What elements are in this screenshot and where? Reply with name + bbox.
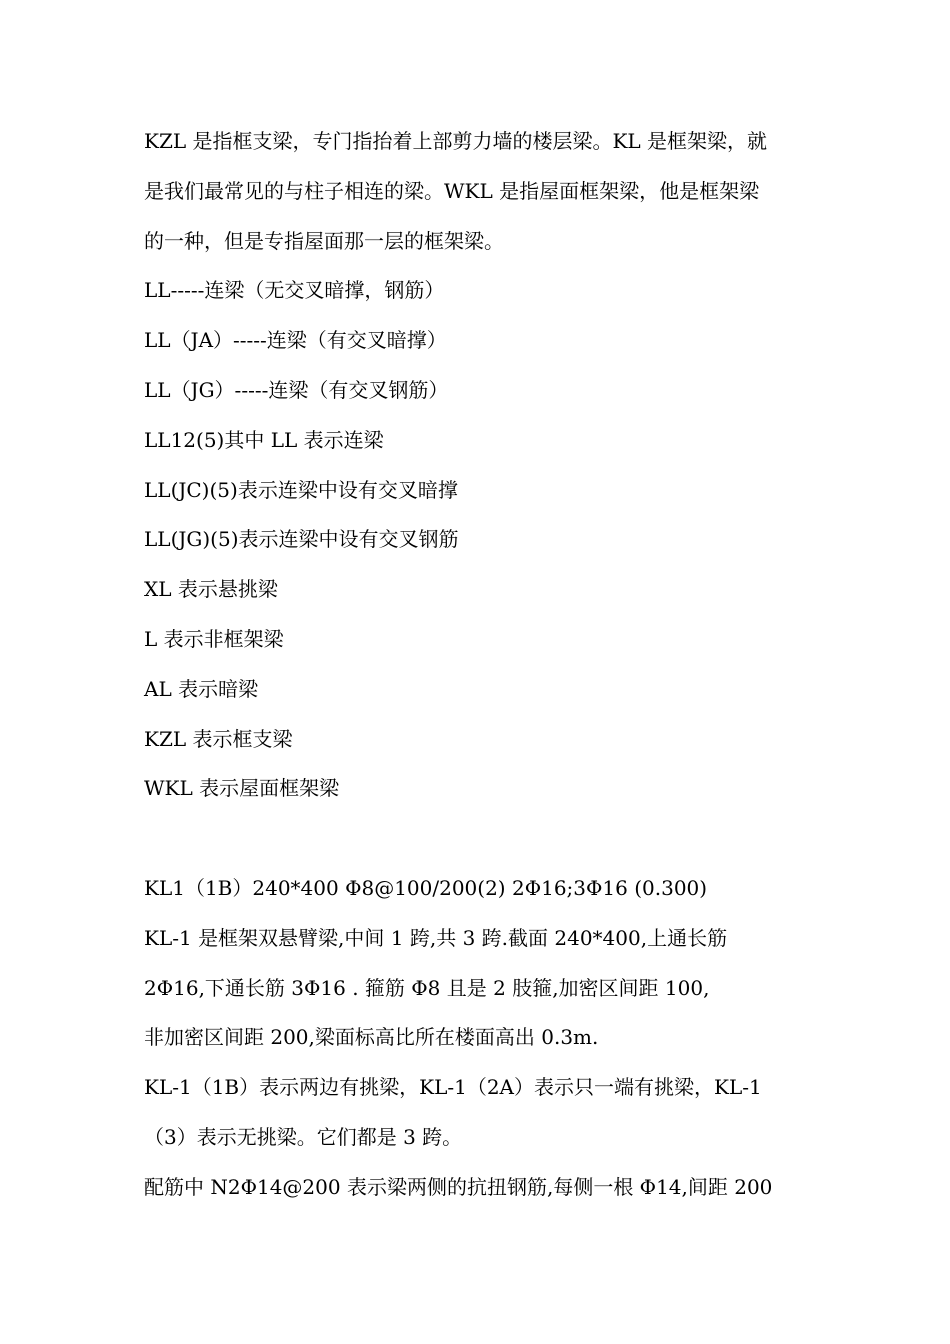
- kl1-explanation-line-2: 2Φ16,下通长筋 3Φ16 . 箍筋 Φ8 且是 2 肢箍,加密区间距 100,: [144, 975, 710, 1000]
- paragraph-kzl-definition-line-2: 是我们最常见的与柱子相连的梁。WKL 是指屋面框架梁，他是框架梁: [144, 178, 760, 203]
- kl1-explanation-line-1: KL-1 是框架双悬臂梁,中间 1 跨,共 3 跨.截面 240*400,上通长筋: [144, 925, 728, 950]
- al-line: AL 表示暗梁: [144, 676, 259, 701]
- kzl-line: KZL 表示框支梁: [144, 726, 293, 751]
- ll-ja-line: LL（JA）-----连梁（有交叉暗撑）: [144, 328, 447, 353]
- paragraph-kzl-definition-line-1: KZL 是指框支梁，专门指抬着上部剪力墙的楼层梁。KL 是框架梁，就: [144, 129, 768, 153]
- ll12-line: LL12(5)其中 LL 表示连梁: [144, 427, 384, 452]
- kl1-variants-line-1: KL-1（1B）表示两边有挑梁，KL-1（2A）表示只一端有挑梁，KL-1: [144, 1075, 762, 1100]
- document-body: [144, 117, 812, 1213]
- ll-no-cross-line: LL-----连梁（无交叉暗撑，钢筋）: [144, 278, 445, 303]
- ll-jc-5-line: LL(JC)(5)表示连梁中设有交叉暗撑: [144, 477, 458, 502]
- kl1-spec-line: KL1（1B）240*400 Φ8@100/200(2) 2Φ16;3Φ16 (0.300): [144, 875, 708, 900]
- kl1-explanation-line-3: 非加密区间距 200,梁面标高比所在楼面高出 0.3m.: [144, 1025, 599, 1050]
- ll-jg-line: LL（JG）-----连梁（有交叉钢筋）: [144, 377, 449, 402]
- paragraph-kzl-definition-line-3: 的一种，但是专指屋面那一层的框架梁。: [144, 228, 504, 253]
- xl-line: XL 表示悬挑梁: [144, 577, 278, 602]
- kl1-variants-line-2: （3）表示无挑梁。它们都是 3 跨。: [144, 1124, 463, 1149]
- l-line: L 表示非框架梁: [144, 626, 284, 651]
- blank-line: [144, 814, 812, 864]
- ll-jg-5-line: LL(JG)(5)表示连梁中设有交叉钢筋: [144, 527, 459, 552]
- torsion-rebar-line: 配筋中 N2Φ14@200 表示梁两侧的抗扭钢筋,每侧一根 Φ14,间距 200: [144, 1174, 773, 1199]
- wkl-line: WKL 表示屋面框架梁: [144, 776, 340, 801]
